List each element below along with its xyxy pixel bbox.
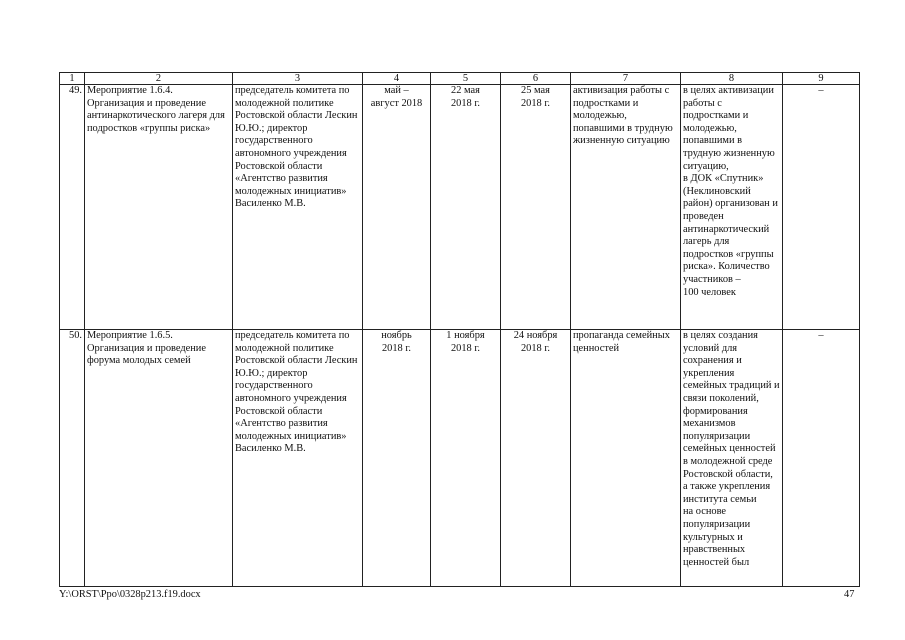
table-row xyxy=(60,85,860,330)
responsible-person: председатель комитета по молодежной политике Ростовской области Лескин Ю.Ю.; директор государственного автономного учреждения Ростовской области «Агентство развития молодежных инициатив» Василенко М.В. xyxy=(233,85,363,330)
event-name: Мероприятие 1.6.5. Организация и проведение форума молодых семей xyxy=(85,330,233,587)
implementation-period: май – август 2018 xyxy=(363,85,431,330)
header-cell-3: 3 xyxy=(233,73,363,85)
report-table xyxy=(59,72,860,587)
expected-result: пропаганда семейных ценностей xyxy=(571,330,681,587)
deviation-reason: – xyxy=(783,85,860,330)
start-date: 22 мая 2018 г. xyxy=(431,85,501,330)
actual-result: в целях активизации работы с подростками и молодежью, попавшими в трудную жизненную ситуацию, в ДОК «Спутник» (Неклиновский район) организован и проведен антинаркотический лагерь для подростков «группы риска». Количество участников – 100 человек xyxy=(681,85,783,330)
header-cell-5: 5 xyxy=(431,73,501,85)
header-cell-1: 1 xyxy=(60,73,85,85)
header-cell-4: 4 xyxy=(363,73,431,85)
end-date: 25 мая 2018 г. xyxy=(501,85,571,330)
start-date: 1 ноября 2018 г. xyxy=(431,330,501,587)
header-cell-2: 2 xyxy=(85,73,233,85)
footer-file-path: Y:\ORST\Ppo\0328p213.f19.docx xyxy=(59,589,201,600)
page-number: 47 xyxy=(844,589,855,600)
header-cell-8: 8 xyxy=(681,73,783,85)
responsible-person: председатель комитета по молодежной политике Ростовской области Лескин Ю.Ю.; директор государственного автономного учреждения Ростовской области «Агентство развития молодежных инициатив» Василенко М.В. xyxy=(233,330,363,587)
row-number: 50. xyxy=(60,330,85,587)
header-cell-9: 9 xyxy=(783,73,860,85)
header-row xyxy=(60,73,860,85)
event-name: Мероприятие 1.6.4. Организация и проведение антинаркотического лагеря для подростков «группы риска» xyxy=(85,85,233,330)
actual-result: в целях создания условий для сохранения и укрепления семейных традиций и связи поколений, формирования механизмов популяризации семейных ценностей в молодежной среде Ростовской области, а также укрепления института семьи на основе популяризации культурных и нравственных ценностей был xyxy=(681,330,783,587)
header-cell-7: 7 xyxy=(571,73,681,85)
deviation-reason: – xyxy=(783,330,860,587)
expected-result: активизация работы с подростками и молодежью, попавшими в трудную жизненную ситуацию xyxy=(571,85,681,330)
row-number: 49. xyxy=(60,85,85,330)
end-date: 24 ноября 2018 г. xyxy=(501,330,571,587)
table-row xyxy=(60,330,860,587)
header-cell-6: 6 xyxy=(501,73,571,85)
implementation-period: ноябрь 2018 г. xyxy=(363,330,431,587)
